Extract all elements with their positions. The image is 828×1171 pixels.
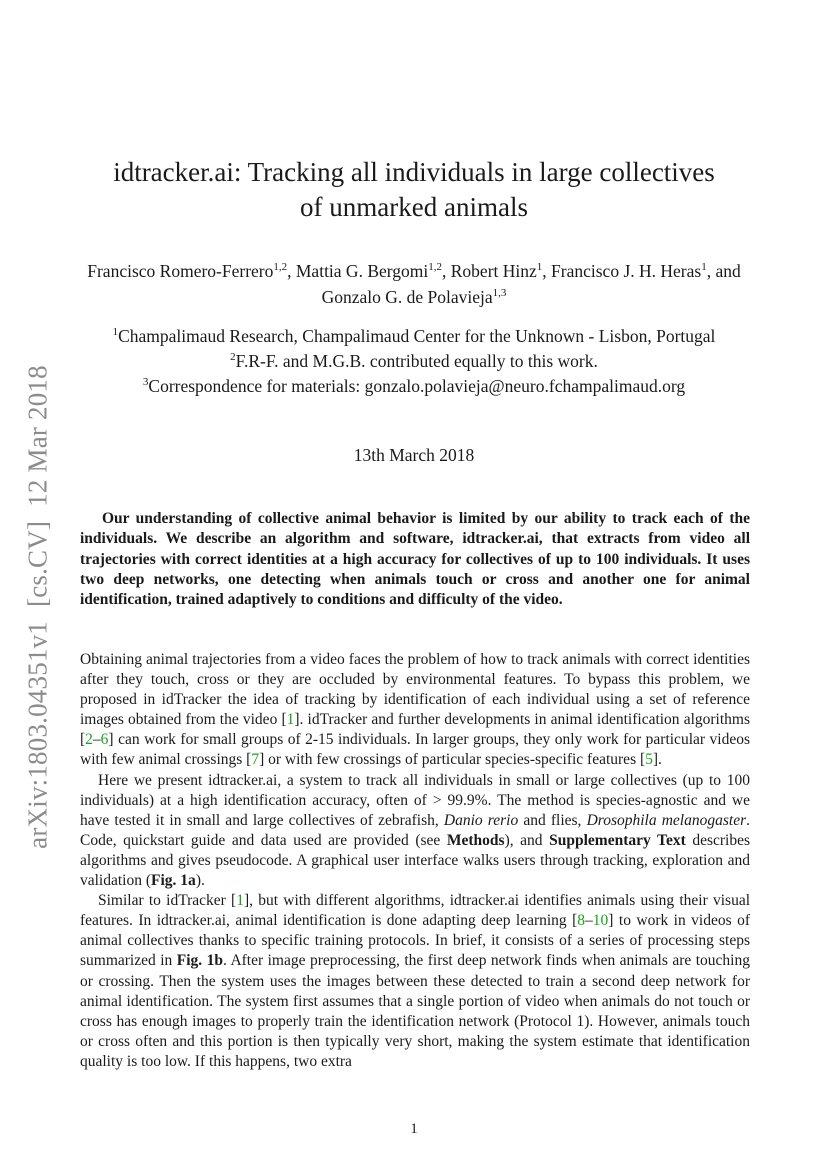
author-affiliation-mark: 1,2 — [428, 261, 442, 274]
section-reference: Methods — [446, 831, 505, 849]
text-run: ] to work in videos of animal collectives thanks to specific training protocols. In brief, it consists of a series of processing steps summarized in — [80, 912, 750, 970]
arxiv-category: [cs.CV] — [22, 520, 53, 607]
arxiv-identifier-stamp — [23, 365, 54, 849]
text-run: ] or with few crossings of particular species-specific features [ — [259, 751, 646, 769]
text-run: Obtaining animal trajectories from a video faces the problem of how to track animals with correct identities after they touch, cross or they are occluded by environmental features. To bypass this problem, we proposed in idTracker the idea of tracking by identification of each individual using a set of reference images obtained from the video [ — [80, 651, 750, 729]
citation-link[interactable]: 2 — [85, 731, 93, 749]
author-affiliation-mark: 1 — [536, 261, 543, 274]
affiliation-line — [80, 324, 748, 349]
author-list: Francisco Romero-Ferrero$^{1,2}$, Mattia G. Bergomi$^{1,2}$, Robert Hinz$^1$, Francisco J. H. Heras$^1$, and Gonzalo G. de Polavieja$^{1,3}$ — [87, 261, 741, 307]
paper-title — [80, 155, 748, 225]
citation-link[interactable]: 6 — [100, 731, 109, 749]
title-line-2: of unmarked animals — [300, 192, 528, 222]
affiliation-mark: 2 — [230, 351, 236, 364]
author-affiliation-mark: 1 — [701, 261, 707, 274]
page-number: 1 — [410, 1121, 418, 1137]
affiliation-line — [80, 374, 748, 399]
figure-reference: Fig. 1a — [151, 872, 196, 890]
citation-link[interactable]: 1 — [286, 711, 295, 729]
arxiv-id[interactable]: arXiv:1803.04351v1 — [22, 621, 53, 849]
affiliation-text: Champalimaud Research, Champalimaud Center for the Unknown - Lisbon, Portugal — [118, 326, 716, 346]
author-name: Mattia G. Bergomi — [295, 261, 429, 281]
text-run: ] can work for small groups of 2-15 individuals. In larger groups, they only work for particular videos with few animal crossings [ — [80, 731, 750, 769]
species-name: Drosophila melanogaster — [586, 811, 747, 829]
text-run: Similar to idTracker [ — [98, 892, 237, 910]
author-conjunction: and — [715, 261, 741, 281]
author-name: Gonzalo G. de Polavieja — [321, 287, 493, 307]
citation-link[interactable]: 5 — [645, 751, 653, 769]
body-text — [80, 650, 750, 1072]
affiliation-mark: 1 — [112, 326, 119, 339]
citation-link[interactable]: 10 — [592, 912, 609, 930]
arxiv-date: 12 Mar 2018 — [22, 365, 53, 507]
paragraph-2 — [80, 771, 750, 892]
paragraph-1 — [80, 650, 750, 771]
citation-range-dash: – — [92, 731, 101, 749]
citation-link[interactable]: 1 — [236, 892, 244, 910]
text-run: ). — [195, 872, 205, 890]
citation-link[interactable]: 7 — [251, 751, 260, 769]
author-affiliation-mark: 1,2 — [273, 261, 288, 274]
affiliation-text: Correspondence for materials: gonzalo.polavieja@neuro.fchampalimaud.org — [148, 376, 686, 396]
text-run: and flies, — [518, 811, 587, 829]
affiliation-line — [80, 349, 748, 374]
author-name: Robert Hinz — [450, 261, 537, 281]
publication-date: 13th March 2018 — [353, 445, 475, 465]
species-name: Danio rerio — [443, 811, 519, 829]
text-run: . Code, quickstart guide and data used are provided (see — [80, 811, 750, 849]
text-run: ]. idTracker and further developments in animal identification algorithms [ — [80, 711, 750, 749]
section-reference: Supplementary Text — [549, 831, 686, 849]
text-run: ]. — [652, 751, 662, 769]
citation-range-dash: – — [585, 912, 593, 930]
abstract: Our understanding of collective animal behavior is limited by our ability to track each of the individuals. We describe an algorithm and software, idtracker.ai, that extracts from video all trajectories with correct identities at a high accuracy for collectives of up to 100 individuals. It uses two deep networks, one detecting when animals touch or cross and another one for animal identification, trained adaptively to conditions and difficulty of the video. — [80, 510, 750, 609]
text-run: Here we present idtracker.ai, a system to track all individuals in small or large collectives (up to 100 individuals) at a high identification accuracy, often of > 99.9%. The method is species-agnostic and we have tested it in small and large collectives of zebrafish, — [80, 771, 750, 829]
affiliations — [80, 324, 748, 399]
affiliation-text: F.R-F. and M.G.B. contributed equally to this work. — [235, 351, 598, 371]
text-run: describes algorithms and gives pseudocode. A graphical user interface walks users through tracking, exploration and validation ( — [80, 831, 750, 890]
paragraph-3 — [80, 891, 750, 1072]
author-affiliation-mark: 1,3 — [492, 287, 507, 300]
text-run: . After image preprocessing, the first deep network finds when animals are touching or crossing. Then the system uses the images between these detected to train a second deep network for animal identification. The system first assumes that a single portion of video when animals do not touch or cross has enough images to properly train the identification network (Protocol 1). However, animals touch or cross often and this portion is then typically very short, making the system estimate that identification quality is too low. If this happens, two extra — [80, 952, 750, 1070]
author-name: Francisco Romero-Ferrero — [87, 261, 274, 281]
figure-reference: Fig. 1b — [176, 952, 223, 970]
author-name: Francisco J. H. Heras — [551, 261, 702, 281]
text-run: ), and — [504, 831, 550, 849]
text-run: ], but with different algorithms, idtracker.ai identifies animals using their visual features. In idtracker.ai, animal identification is done adapting deep learning [ — [80, 892, 751, 930]
affiliation-mark: 3 — [142, 376, 149, 389]
citation-link[interactable]: 8 — [577, 912, 586, 930]
title-line-1: idtracker.ai: Tracking all individuals in large collectives — [113, 157, 715, 187]
